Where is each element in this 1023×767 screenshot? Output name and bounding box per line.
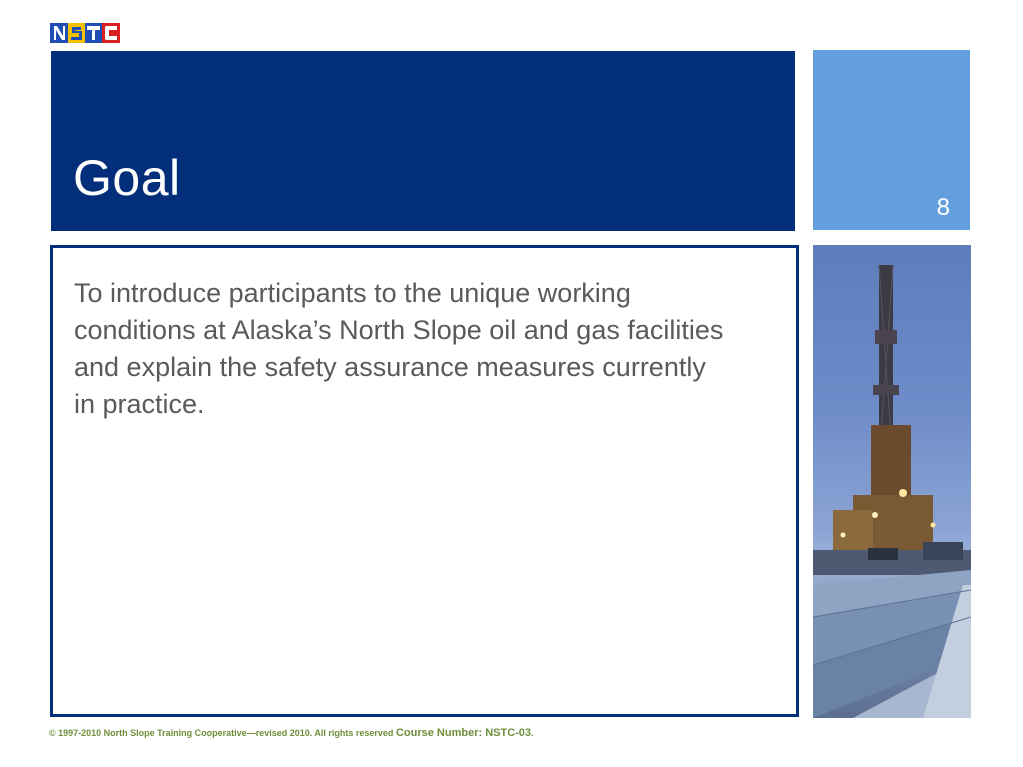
nstc-logo [50, 22, 120, 44]
footer-copyright: © 1997-2010 North Slope Training Cooperative—revised 2010. All rights reserved [49, 728, 394, 738]
footer-course-suffix: . [531, 728, 534, 738]
title-banner [51, 51, 795, 231]
slide-number-box [813, 50, 970, 230]
goal-text: To introduce participants to the unique working conditions at Alaska’s North Slope oil and gas facilities and explain the safety assurance measures currently in practice. [74, 278, 724, 419]
content-box [50, 245, 799, 717]
footer-course-number: Course Number: NSTC-03 [395, 727, 532, 739]
footer [49, 727, 534, 739]
drilling-rig-image [813, 245, 971, 718]
slide-title: Goal [73, 150, 181, 206]
nstc-logo-icon [50, 22, 120, 44]
drilling-rig-photo [813, 245, 971, 718]
slide-number: 8 [936, 194, 950, 221]
